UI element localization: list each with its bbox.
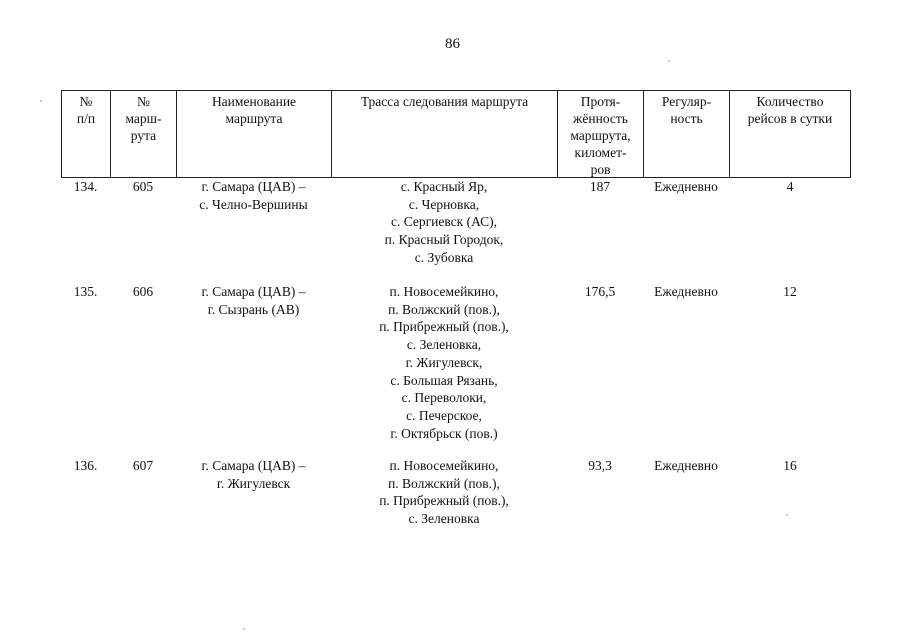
header-line: Количество [756, 94, 824, 109]
route-name-line: г. Жигулевск [216, 475, 291, 491]
header-line: № [137, 94, 150, 109]
route-stop: с. Зубовка [414, 249, 474, 265]
trips-per-day: 12 [783, 284, 797, 299]
route-stop: с. Зеленовка [408, 511, 480, 527]
route-stop: п. Волжский (пов.), [388, 301, 500, 317]
header-line: рейсов в сутки [747, 111, 833, 126]
header-cell-route-name [176, 91, 331, 177]
route-number: 606 [132, 284, 154, 299]
header-cell-route-path [331, 91, 557, 177]
table-header [61, 90, 851, 178]
route-stop: г. Октябрьск (пов.) [390, 425, 498, 441]
row-number: 135. [73, 284, 98, 299]
trips-per-day: 4 [786, 179, 794, 194]
route-number: 605 [132, 179, 154, 194]
route-stop: с. Сергиевск (АС), [390, 214, 498, 230]
header-line: № [79, 94, 93, 109]
scan-speck [40, 100, 42, 102]
header-line: рута [130, 128, 157, 143]
header-line: Наименование [211, 94, 297, 109]
route-stop: п. Новосемейкино, [389, 458, 499, 473]
route-name-line: г. Самара (ЦАВ) – [201, 284, 306, 299]
header-cell-length [557, 91, 643, 177]
route-path [331, 178, 557, 267]
route-name [176, 457, 331, 492]
header-line: маршрута [225, 111, 283, 126]
route-regularity: Ежедневно [654, 458, 718, 473]
route-regularity: Ежедневно [654, 284, 718, 299]
route-number: 607 [132, 458, 154, 473]
route-name-line: с. Челно-Вершины [199, 196, 308, 212]
route-stop: п. Прибрежный (пов.), [379, 493, 509, 509]
route-name [176, 178, 331, 213]
header-line: ров [590, 162, 611, 177]
route-stop: с. Печерское, [406, 407, 482, 423]
header-cell-route-number [110, 91, 176, 177]
header-line: п/п [76, 111, 96, 126]
route-regularity: Ежедневно [654, 179, 718, 194]
route-name-line: г. Самара (ЦАВ) – [201, 458, 306, 473]
route-stop: с. Переволоки, [401, 390, 487, 406]
route-stop: п. Новосемейкино, [389, 284, 499, 299]
header-line: маршрута, [570, 128, 631, 143]
header-line: жённость [573, 111, 628, 126]
route-stop: с. Черновка, [408, 196, 480, 212]
scan-speck [243, 628, 245, 630]
route-name [176, 283, 331, 318]
route-stop: с. Зеленовка, [406, 337, 482, 353]
header-line: Трасса следования маршрута [360, 94, 529, 109]
header-cell-trips [729, 91, 851, 177]
header-line: Регуляр- [661, 94, 712, 109]
trips-per-day: 16 [783, 458, 797, 473]
row-number: 134. [73, 179, 98, 194]
route-length: 176,5 [584, 284, 616, 299]
scan-speck [668, 60, 670, 62]
scan-speck [786, 514, 788, 516]
header-cell-regularity [643, 91, 729, 177]
page-number: 86 [445, 36, 460, 52]
route-length: 187 [589, 179, 611, 194]
header-line: километ- [574, 145, 627, 160]
header-line: марш- [125, 111, 162, 126]
route-stop: с. Красный Яр, [400, 179, 488, 194]
route-stop: г. Жигулевск, [405, 354, 483, 370]
route-stop: с. Большая Рязань, [390, 372, 498, 388]
route-path [331, 283, 557, 442]
route-stop: п. Красный Городок, [384, 232, 504, 248]
header-line: Протя- [580, 94, 621, 109]
route-length: 93,3 [588, 458, 612, 473]
route-stop: п. Прибрежный (пов.), [379, 319, 509, 335]
header-line: ность [670, 111, 703, 126]
header-cell-number [61, 91, 110, 177]
row-number: 136. [73, 458, 98, 473]
route-name-line: г. Сызрань (АВ) [207, 301, 300, 317]
route-path [331, 457, 557, 528]
route-stop: п. Волжский (пов.), [388, 475, 500, 491]
route-name-line: г. Самара (ЦАВ) – [201, 179, 306, 194]
